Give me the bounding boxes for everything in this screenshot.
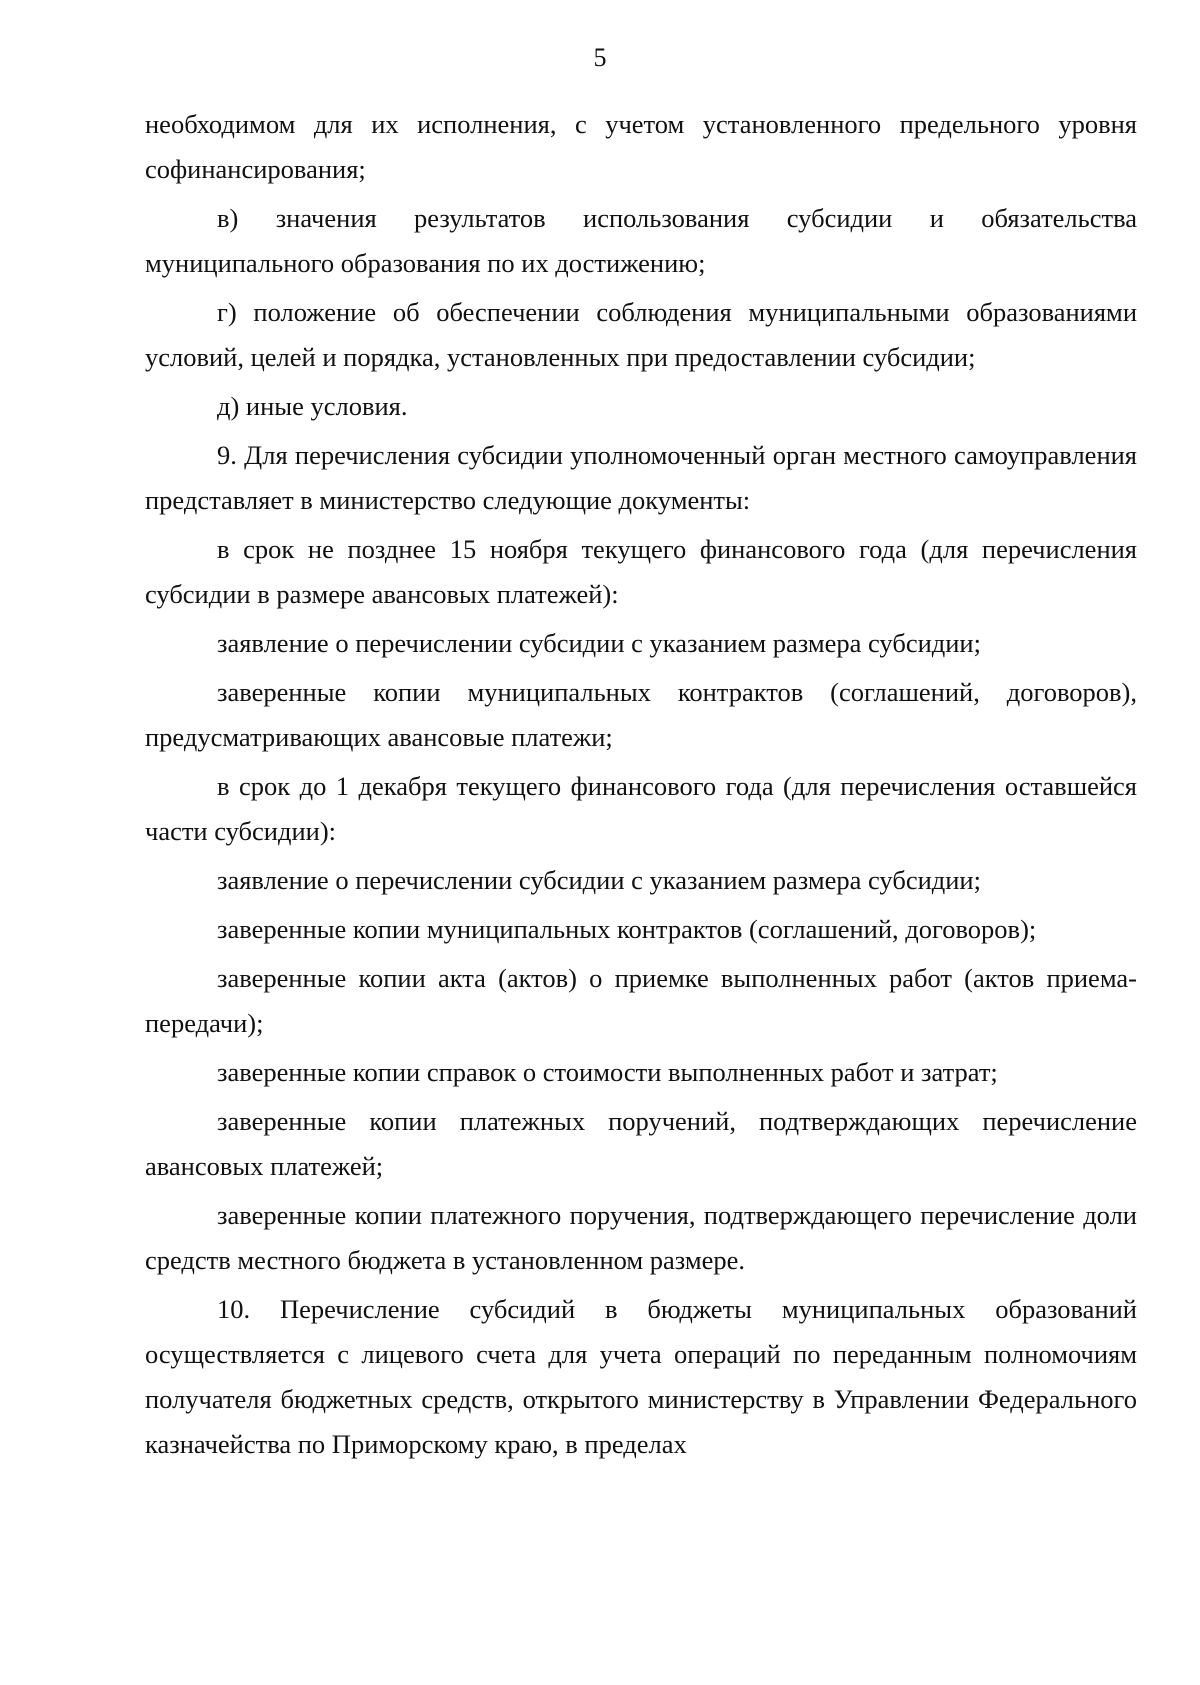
paragraph-document-item: заверенные копии платежного поручения, подтверждающего перечисление доли средств местного бюджета в установленном размере. [145,1200,1137,1275]
paragraph-document-item: заверенные копии акта (актов) о приемке выполненных работ (актов приема-передачи); [145,963,1137,1038]
paragraph-item-v: в) значения результатов использования субсидии и обязательства муниципального образования по их достижению; [145,203,1137,278]
paragraph-document-item: заявление о перечислении субсидии с указанием размера субсидии; [217,628,981,658]
paragraph-document-item: заверенные копии муниципальных контрактов (соглашений, договоров); [217,914,1037,944]
paragraph-deadline-nov-15: в срок не позднее 15 ноября текущего финансового года (для перечисления субсидии в размере авансовых платежей): [145,534,1137,609]
paragraph-clause-10: 10. Перечисление субсидий в бюджеты муниципальных образований осуществляется с лицевого счета для учета операций по переданным полномочиям получателя бюджетных средств, открытого министерству в Управлении Федерального казначейства по Приморскому краю, в пределах [145,1294,1137,1459]
paragraph-document-item: заверенные копии муниципальных контрактов (соглашений, договоров), предусматривающих авансовые платежи; [145,677,1137,752]
paragraph-deadline-dec-1: в срок до 1 декабря текущего финансового года (для перечисления оставшейся части субсидии): [145,771,1137,846]
paragraph-item-g: г) положение об обеспечении соблюдения муниципальными образованиями условий, целей и порядка, установленных при предоставлении субсидии; [145,297,1137,372]
paragraph-clause-9: 9. Для перечисления субсидии уполномоченный орган местного самоуправления представляет в министерство следующие документы: [145,440,1137,515]
paragraph-continuation: необходимом для их исполнения, с учетом установленного предельного уровня софинансирования; [145,109,1137,184]
page-number: 5 [593,43,607,72]
paragraph-document-item: заявление о перечислении субсидии с указанием размера субсидии; [217,865,981,895]
document-body [145,102,1137,1471]
paragraph-document-item: заверенные копии справок о стоимости выполненных работ и затрат; [217,1057,998,1087]
paragraph-item-d: д) иные условия. [217,391,408,421]
paragraph-document-item: заверенные копии платежных поручений, подтверждающих перечисление авансовых платежей; [145,1106,1137,1181]
